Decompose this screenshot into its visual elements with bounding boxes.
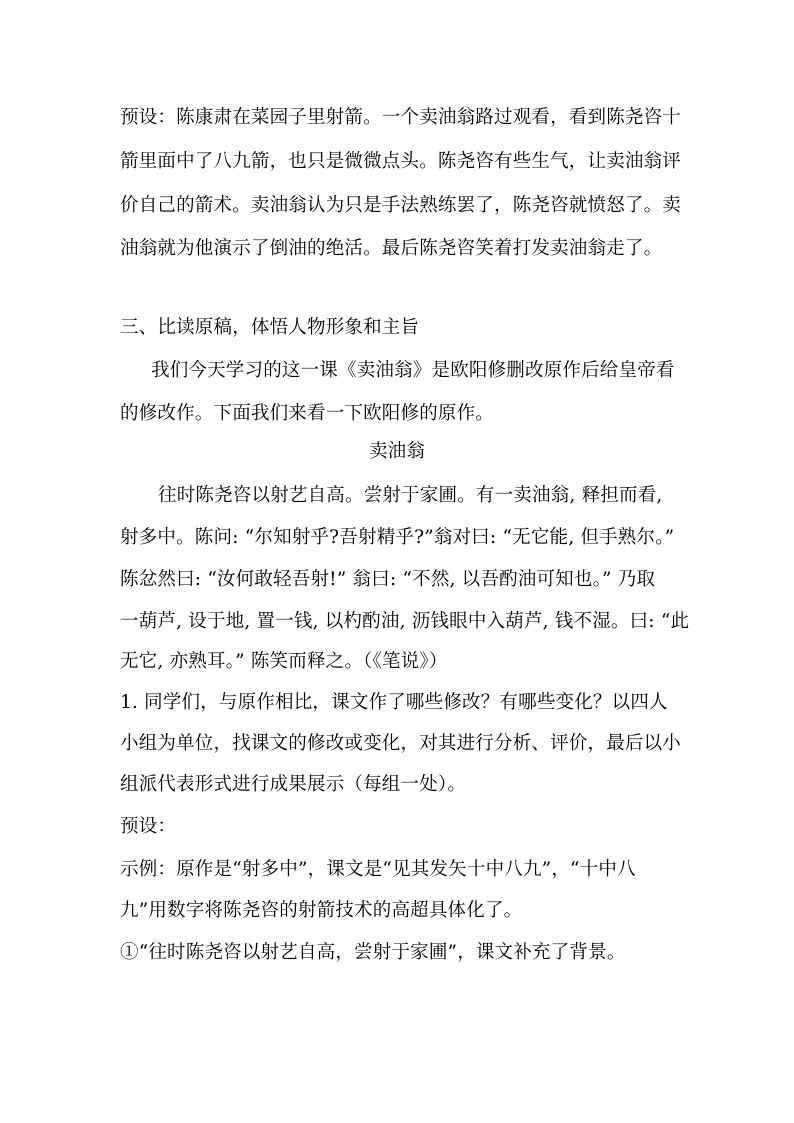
intro-line-4: 油翁就为他演示了倒油的绝活。最后陈尧咨笑着打发卖油翁走了。	[120, 238, 663, 259]
preset-label: 预设：	[120, 816, 177, 837]
original-line-3: 陈忿然曰: “汝何敢轻吾射!” 翁曰: “不然, 以吾酌油可知也。” 乃取	[120, 569, 656, 590]
question-line-2: 小组为单位，找课文的修改或变化，对其进行分析、评价，最后以小	[120, 733, 682, 754]
point-one: ①“往时陈尧咨以射艺自高，尝射于家圃”，课文补充了背景。	[120, 942, 626, 963]
original-title: 卖油翁	[368, 441, 426, 462]
section-intro-line-1: 我们今天学习的这一课《卖油翁》是欧阳修删改原作后给皇帝看	[151, 360, 675, 381]
original-line-5: 无它, 亦熟耳。” 陈笑而释之。（《笔说》）	[120, 651, 448, 672]
original-line-1: 往时陈尧咨以射艺自高。尝射于家圃。有一卖油翁, 释担而看,	[158, 485, 663, 506]
example-line-2: 九”用数字将陈尧咨的射箭技术的高超具体化了。	[120, 900, 523, 921]
question-line-1: 1. 同学们，与原作相比，课文作了哪些修改？有哪些变化？以四人	[120, 692, 668, 713]
original-line-2: 射多中。陈问: “尔知射乎?吾射精乎?”翁对曰: “无它能, 但手熟尔。”	[120, 527, 675, 548]
example-line-1: 示例：原作是“射多中”，课文是“见其发矢十中八九”，“十中八	[120, 859, 636, 880]
section-heading: 三、比读原稿，体悟人物形象和主旨	[120, 317, 420, 338]
section-intro-line-2: 的修改作。下面我们来看一下欧阳修的原作。	[120, 403, 495, 424]
intro-line-1: 预设：陈康肃在菜园子里射箭。一个卖油翁路过观看，看到陈尧咨十	[120, 107, 682, 128]
intro-line-3: 价自己的箭术。卖油翁认为只是手法熟练罢了，陈尧咨就愤怒了。卖	[120, 195, 682, 216]
intro-line-2: 箭里面中了八九箭，也只是微微点头。陈尧咨有些生气，让卖油翁评	[120, 151, 682, 172]
question-line-3: 组派代表形式进行成果展示（每组一处）。	[120, 774, 467, 795]
original-line-4: 一葫芦, 设于地, 置一钱, 以杓酌油, 沥钱眼中入葫芦, 钱不湿。曰: “此	[120, 611, 690, 632]
